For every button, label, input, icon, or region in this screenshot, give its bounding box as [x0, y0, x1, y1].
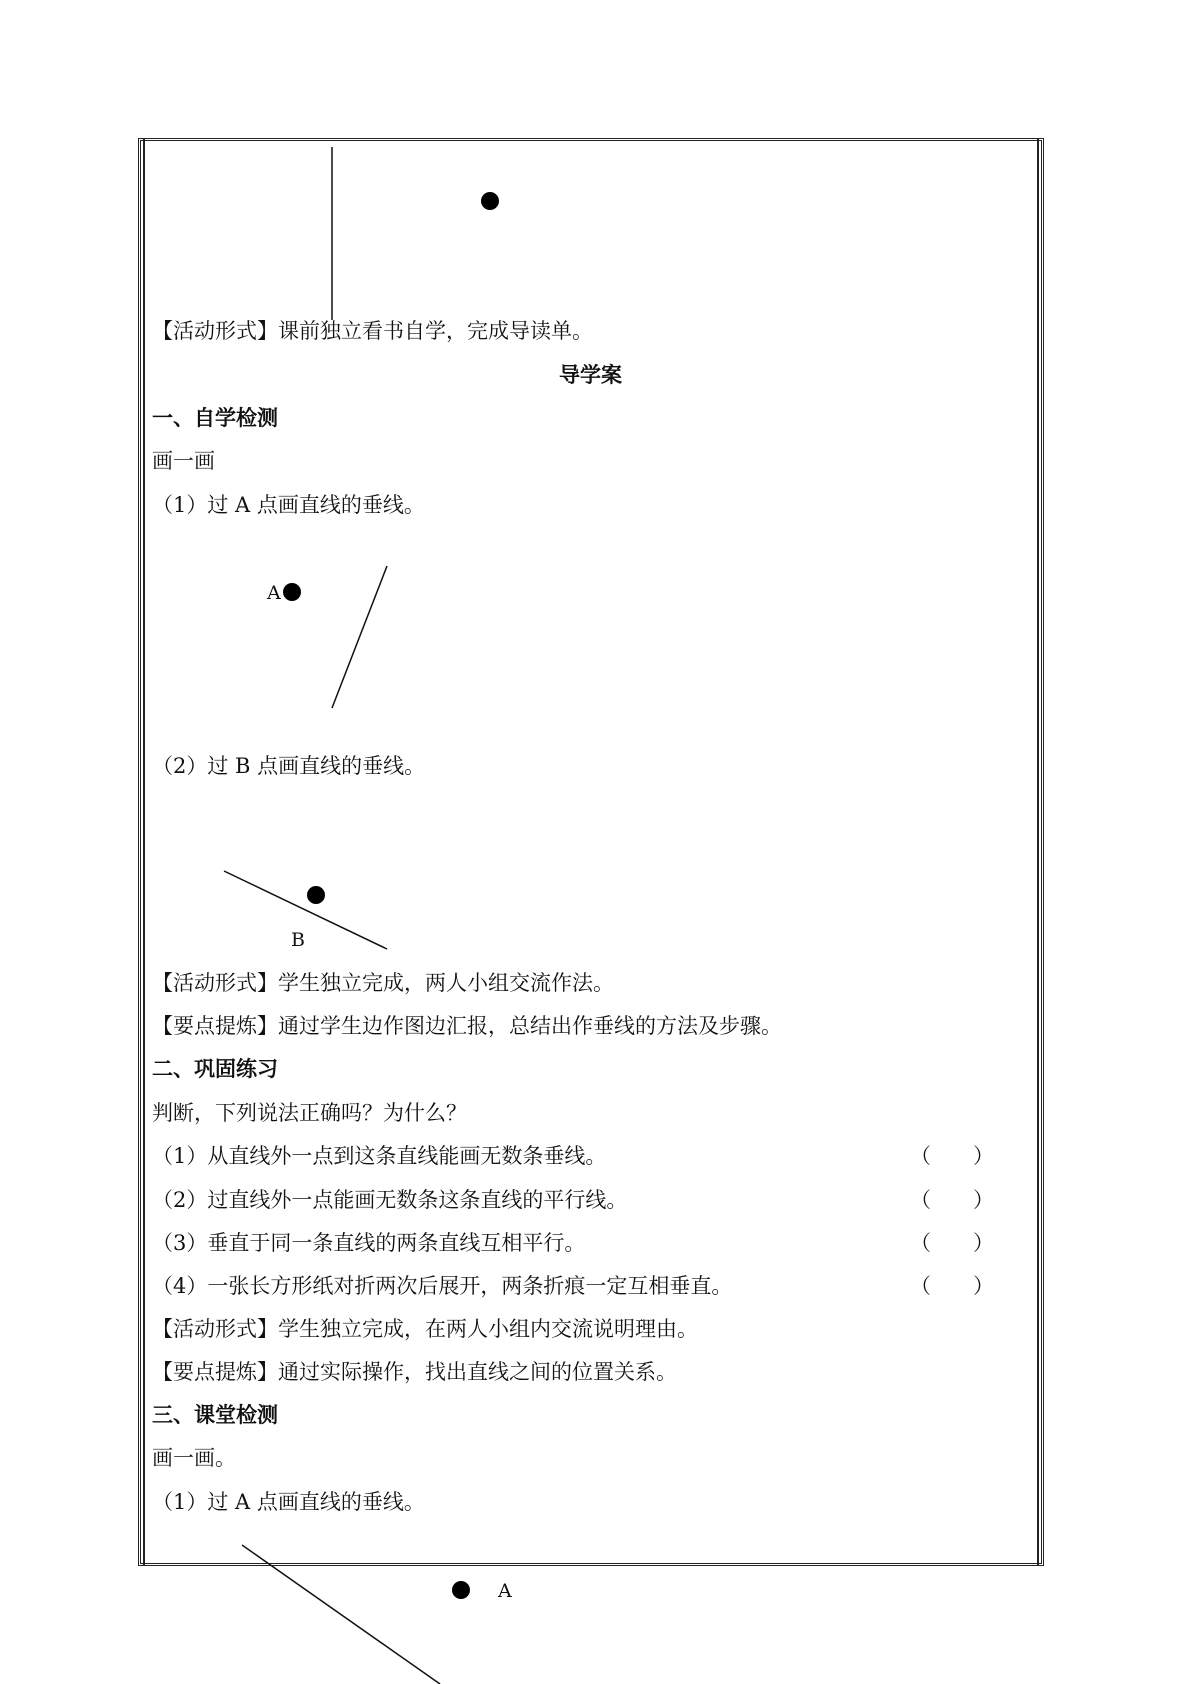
figure1-line	[332, 566, 387, 708]
answer-paren-4[interactable]: （ ）	[910, 1274, 994, 1298]
section1-activity: 【活动形式】学生独立完成，两人小组交流作法。	[152, 971, 614, 995]
figure1-point-a	[283, 583, 301, 601]
answer-paren-3[interactable]: （ ）	[910, 1231, 994, 1255]
judge-item-1: （1）从直线外一点到这条直线能画无数条垂线。	[152, 1144, 607, 1168]
figure2-point-b	[307, 886, 325, 904]
section2-intro: 判断，下列说法正确吗？为什么？	[152, 1101, 467, 1125]
judge-item-2: （2）过直线外一点能画无数条这条直线的平行线。	[152, 1188, 628, 1212]
section1-q2: （2）过 B 点画直线的垂线。	[152, 754, 426, 778]
section3-draw: 画一画。	[152, 1446, 236, 1470]
label-point-b: B	[291, 929, 305, 951]
section1-key-point: 【要点提炼】通过学生边作图边汇报，总结出作垂线的方法及步骤。	[152, 1014, 782, 1038]
activity-top: 【活动形式】课前独立看书自学，完成导读单。	[152, 319, 593, 343]
figure2-line	[224, 871, 387, 949]
section2-activity: 【活动形式】学生独立完成，在两人小组内交流说明理由。	[152, 1317, 698, 1341]
doc-title: 导学案	[559, 363, 622, 387]
section3-q1: （1）过 A 点画直线的垂线。	[152, 1490, 425, 1514]
section2-key-point: 【要点提炼】通过实际操作，找出直线之间的位置关系。	[152, 1360, 677, 1384]
section1-q1: （1）过 A 点画直线的垂线。	[152, 493, 425, 517]
judge-item-4: （4）一张长方形纸对折两次后展开，两条折痕一定互相垂直。	[152, 1274, 733, 1298]
judge-item-3: （3）垂直于同一条直线的两条直线互相平行。	[152, 1231, 586, 1255]
section2-heading: 二、巩固练习	[152, 1057, 278, 1081]
answer-paren-2[interactable]: （ ）	[910, 1188, 994, 1212]
section1-draw: 画一画	[152, 449, 215, 473]
label-point-a2: A	[498, 1580, 512, 1602]
figure3-point-a	[452, 1581, 470, 1599]
section3-heading: 三、课堂检测	[152, 1403, 278, 1427]
figure3-line	[242, 1545, 440, 1684]
label-point-a: A	[267, 582, 281, 604]
answer-paren-1[interactable]: （ ）	[910, 1144, 994, 1168]
section1-heading: 一、自学检测	[152, 406, 278, 430]
figure-top-point	[481, 192, 499, 210]
